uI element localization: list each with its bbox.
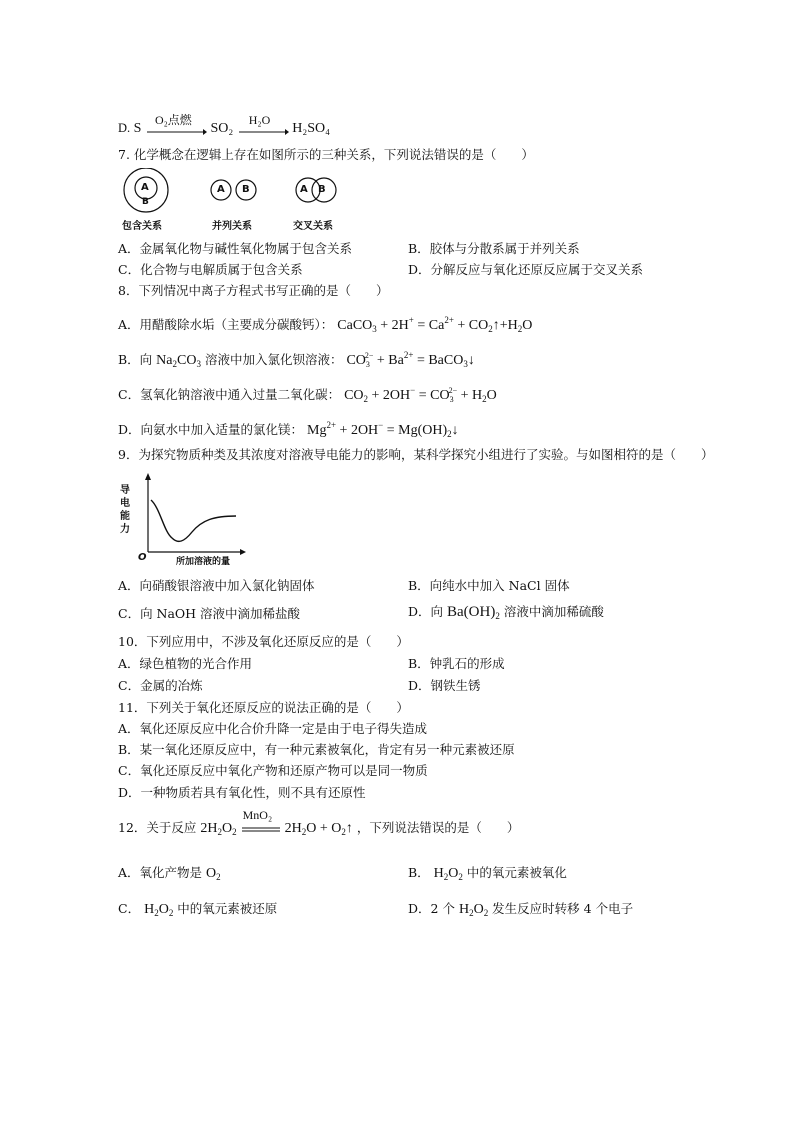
venn-a-1: A [141, 182, 149, 193]
venn-b-3: B [318, 184, 326, 195]
q11-option-a: A．氧化还原反应中化合价升降一定是由于电子得失造成 [118, 721, 428, 736]
arrow-icon [237, 120, 289, 138]
equation-b: $CO_3^{2-} + Ba^{2+}$ = BaCO$_3$↓ [346, 350, 475, 369]
q11-option-c: C．氧化还原反应中氧化产物和还原产物可以是同一物质 [118, 763, 428, 778]
formula-o2: $O_2$ [206, 866, 221, 882]
label-inclusion: 包含关系 [122, 221, 162, 232]
catalyst-condition: MnO₂ [241, 820, 281, 838]
formula-h2o2-b: $H_2O_2$ [433, 866, 463, 882]
formula-h2o2-d: $H_2O_2$ [458, 902, 489, 918]
label-intersect: 交叉关系 [293, 221, 333, 232]
venn-b-1: B [142, 197, 149, 207]
arrow-icon [145, 120, 207, 138]
q8-stem: 8．下列情况中离子方程式书写正确的是（ ） [118, 283, 389, 298]
q8-option-b: B．向 $Na_2CO_3$ 溶液中加入氯化钡溶液： $CO_3^{2-} + Ba^{2+}$ = BaCO$_3$↓ [118, 350, 475, 369]
q9-option-a: A．向硝酸银溶液中加入氯化钠固体 [118, 578, 315, 593]
equation-c: $CO_2 + 2OH^- = CO_3^{2-} + H_2O$ [344, 385, 497, 404]
q7-option-a: A．金属氧化物与碱性氧化物属于包含关系 [118, 241, 353, 256]
so2: SO₂ [210, 121, 234, 136]
q8-option-a: A．用醋酸除水垢（主要成分碳酸钙）： CaCO$_3$ + $2H^+ = Ca^{2+}$ + $CO_2↑+H_2O$ [118, 315, 533, 334]
venn-a-2: A [217, 184, 225, 195]
formula-products: $2H_2O$ + $O_2↑$ [284, 821, 353, 837]
formula-na2co3: $Na_2CO_3$ [156, 353, 201, 369]
q12-option-d: D．2 个 $H_2O_2$ 发生反应时转移 4 个电子 [408, 901, 634, 918]
equation-d: $Mg^{2+} + 2OH^-$ = $Mg(OH)_2↓$ [307, 420, 459, 439]
q12-option-a: A．氧化产物是 $O_2$ [118, 865, 221, 882]
q9-option-b: B．向纯水中加入 NaCl 固体 [408, 578, 570, 593]
q9-xlabel: 所加溶液的量 [176, 557, 231, 567]
q6-option-d: D. S O₂点燃 SO₂ H₂O H₂SO₄ [118, 112, 331, 136]
h2so4: H₂SO₄ [292, 121, 331, 136]
q9-origin: O [138, 552, 147, 563]
equation-a: CaCO$_3$ + $2H^+ = Ca^{2+}$ + $CO_2↑+H_2O$ [337, 315, 533, 334]
q10-option-c: C．金属的冶炼 [118, 678, 203, 693]
q7-stem: 7. 化学概念在逻辑上存在如图所示的三种关系，下列说法错误的是（ ） [118, 147, 534, 162]
q10-option-b: B．钟乳石的形成 [408, 656, 505, 671]
sulfur: S [133, 121, 142, 136]
q11-option-b: B．某一氧化还原反应中，有一种元素被氧化，肯定有另一种元素被还原 [118, 742, 515, 757]
q12-stem: 12．关于反应 $2H_2O_2$ MnO₂ $2H_2O$ + $O_2↑$ ，下列说法错误的是（ ） [118, 807, 520, 837]
venn-a-3: A [300, 184, 308, 195]
reaction-arrow-1: O₂点燃 [145, 120, 207, 138]
q10-option-a: A．绿色植物的光合作用 [118, 656, 253, 671]
formula-h2o2-reactant: $2H_2O_2$ [200, 821, 237, 837]
formula-baoh2: $Ba(OH)_2$ [447, 604, 500, 621]
q7-option-c: C．化合物与电解质属于包含关系 [118, 262, 303, 277]
q12-option-b: B． $H_2O_2$ 中的氧元素被氧化 [408, 865, 567, 882]
q11-option-d: D．一种物质若具有氧化性，则不具有还原性 [118, 785, 366, 800]
label-parallel: 并列关系 [212, 221, 252, 232]
q7-option-b: B．胶体与分散系属于并列关系 [408, 241, 580, 256]
q8-option-d: D．向氨水中加入适量的氯化镁： $Mg^{2+} + 2OH^-$ = $Mg(OH)_2↓$ [118, 420, 459, 439]
q9-ylabel: 导电能力 [120, 485, 130, 535]
q12-option-c: C． $H_2O_2$ 中的氧元素被还原 [118, 901, 278, 918]
double-line-icon [241, 820, 281, 838]
formula-h2o2-c: $H_2O_2$ [144, 902, 174, 918]
q7-option-d: D．分解反应与氧化还原反应属于交叉关系 [408, 262, 644, 277]
reaction-arrow-2: H₂O [237, 120, 289, 138]
q11-stem: 11．下列关于氧化还原反应的说法正确的是（ ） [118, 700, 409, 715]
q9-option-d: D．向 $Ba(OH)_2$ 溶液中滴加稀硫酸 [408, 604, 604, 621]
q8-option-c: C．氢氧化钠溶液中通入过量二氧化碳： $CO_2 + 2OH^- = CO_3^{2-} + H_2O$ [118, 385, 497, 404]
q9-option-c: C．向 NaOH 溶液中滴加稀盐酸 [118, 606, 301, 621]
q10-option-d: D．钢铁生锈 [408, 678, 481, 693]
q10-stem: 10．下列应用中，不涉及氧化还原反应的是（ ） [118, 634, 409, 649]
venn-b-2: B [242, 184, 250, 195]
q9-figure [118, 470, 248, 566]
q9-stem: 9．为探究物质种类及其浓度对溶液导电能力的影响，某科学探究小组进行了实验。与如图相符的是（ ） [118, 447, 714, 462]
